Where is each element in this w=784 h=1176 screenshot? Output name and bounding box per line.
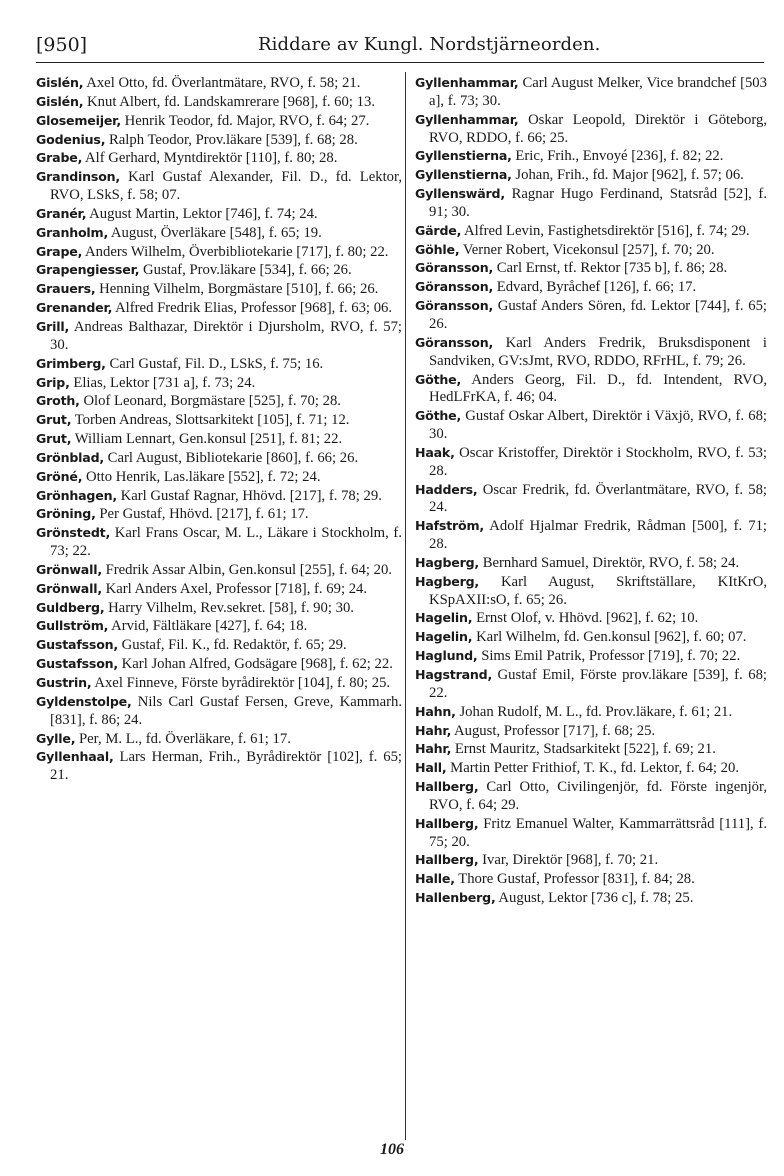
entry-surname: Grip, <box>36 374 70 390</box>
register-entry <box>36 599 402 618</box>
entry-details: August, Lektor [736 c], f. 78; 25. <box>495 890 694 907</box>
entry-details: Carl Gustaf, Fil. D., LSkS, f. 75; 16. <box>105 355 324 372</box>
entry-details: Per Gustaf, Hhövd. [217], f. 61; 17. <box>95 506 309 523</box>
entry-details: Karl Anders Axel, Professor [718], f. 69; 24. <box>101 580 368 597</box>
register-entry <box>36 374 402 393</box>
entry-surname: Grill, <box>36 318 70 334</box>
register-entry <box>415 444 767 481</box>
register-entry <box>36 243 402 262</box>
entry-surname: Gyldenstolpe, <box>36 693 132 709</box>
register-entry <box>415 647 767 666</box>
register-entry <box>415 259 767 278</box>
register-entry <box>415 481 767 518</box>
entry-surname: Göransson, <box>415 279 494 295</box>
register-entry <box>36 205 402 224</box>
register-entry <box>36 318 402 355</box>
register-entry <box>415 297 767 334</box>
left-column <box>36 74 402 785</box>
entry-details: Arvid, Fältläkare [427], f. 64; 18. <box>108 618 308 635</box>
register-entry <box>36 730 402 749</box>
register-entry <box>415 407 767 444</box>
entry-surname: Hallberg, <box>415 779 479 795</box>
entry-surname: Haak, <box>415 444 455 460</box>
entry-details: Oskar Leopold, Direktör i Göteborg, RVO, RDDO, f. 66; 25. <box>429 111 767 146</box>
entry-surname: Göthe, <box>415 371 462 387</box>
entry-details: Otto Henrik, Las.läkare [552], f. 72; 24. <box>82 468 321 485</box>
register-entry <box>36 487 402 506</box>
entry-surname: Hafström, <box>415 518 485 534</box>
register-entry <box>415 628 767 647</box>
entry-surname: Guldberg, <box>36 599 105 615</box>
entry-surname: Haglund, <box>415 648 478 664</box>
entry-details: Gustaf Emil, Förste prov.läkare [539], f. 68; 22. <box>429 667 767 701</box>
register-entry <box>415 870 767 889</box>
register-entry <box>36 636 402 655</box>
entry-details: Edvard, Byråchef [126], f. 66; 17. <box>493 279 697 296</box>
register-entry <box>415 778 767 815</box>
entry-surname: Grönstedt, <box>36 525 111 541</box>
entry-surname: Gröning, <box>36 506 96 522</box>
entry-surname: Grabe, <box>36 150 83 166</box>
entry-details: Gustaf, Prov.läkare [534], f. 66; 26. <box>139 262 352 279</box>
entry-details: Oscar Fredrik, fd. Överlantmätare, RVO, f. 58; 24. <box>429 481 767 516</box>
entry-details: August, Överläkare [548], f. 65; 19. <box>108 224 322 241</box>
entry-surname: Hallberg, <box>415 852 479 868</box>
register-entry <box>36 505 402 524</box>
entry-surname: Gyllenstierna, <box>415 148 512 164</box>
entry-details: Karl Johan Alfred, Godsägare [968], f. 62; 22. <box>118 656 393 673</box>
entry-surname: Gyllenhammar, <box>415 75 519 90</box>
register-entry <box>415 222 767 241</box>
entry-details: Adolf Hjalmar Fredrik, Rådman [500], f. 71; 28. <box>429 518 767 553</box>
register-entry <box>415 554 767 573</box>
register-entry <box>36 280 402 299</box>
register-entry <box>36 674 402 693</box>
entry-details: Carl August, Bibliotekarie [860], f. 66; 26. <box>104 449 359 466</box>
entry-surname: Hagelin, <box>415 610 473 626</box>
register-entry <box>415 371 767 408</box>
entry-details: Fredrik Assar Albin, Gen.konsul [255], f. 64; 20. <box>101 561 392 578</box>
entry-details: Alfred Fredrik Elias, Professor [968], f. 63; 06. <box>112 300 393 317</box>
register-entry <box>36 93 402 112</box>
register-entry <box>415 666 767 703</box>
entry-details: Harry Vilhelm, Rev.sekret. [58], f. 90; 30. <box>104 599 354 616</box>
right-column <box>415 74 767 908</box>
entry-surname: Grut, <box>36 431 72 447</box>
entry-surname: Hagstrand, <box>415 667 493 682</box>
entry-surname: Hallenberg, <box>415 890 496 906</box>
header-title: Riddare av Kungl. Nordstjärneorden. <box>258 34 601 55</box>
entry-surname: Grönhagen, <box>36 487 117 503</box>
entry-surname: Groth, <box>36 393 80 409</box>
register-entry <box>36 655 402 674</box>
entry-surname: Hahn, <box>415 703 456 719</box>
register-entry <box>36 224 402 243</box>
register-entry <box>415 241 767 260</box>
register-entry <box>36 524 402 561</box>
register-entry <box>36 468 402 487</box>
register-entry <box>36 74 402 93</box>
entry-surname: Godenius, <box>36 131 106 147</box>
register-entry <box>36 430 402 449</box>
entry-surname: Göhle, <box>415 241 460 257</box>
entry-surname: Göransson, <box>415 298 494 314</box>
entry-surname: Gyllenhaal, <box>36 749 114 765</box>
entry-details: Elias, Lektor [731 a], f. 73; 24. <box>69 374 256 391</box>
entry-details: Thore Gustaf, Professor [831], f. 84; 28. <box>454 871 695 888</box>
register-entry <box>36 149 402 168</box>
entry-details: Ernst Mauritz, Stadsarkitekt [522], f. 69; 21. <box>451 741 716 758</box>
register-entry <box>415 889 767 908</box>
entry-details: Carl Otto, Civilingenjör, fd. Förste ingenjör, RVO, f. 64; 29. <box>429 779 767 813</box>
entry-details: Karl Gustaf Alexander, Fil. D., fd. Lektor, RVO, LSkS, f. 58; 07. <box>50 169 402 204</box>
entry-surname: Granér, <box>36 205 87 221</box>
entry-details: Fritz Emanuel Walter, Kammarrättsråd [111], f. 75; 20. <box>429 815 767 850</box>
register-entry <box>36 580 402 599</box>
entry-details: Eric, Frih., Envoyé [236], f. 82; 22. <box>511 148 724 165</box>
register-entry <box>415 573 767 610</box>
entry-details: Henning Vilhelm, Borgmästare [510], f. 66; 26. <box>95 281 379 298</box>
register-entry <box>36 112 402 131</box>
register-entry <box>36 392 402 411</box>
entry-details: Oscar Kristoffer, Direktör i Stockholm, RVO, f. 53; 28. <box>429 444 767 479</box>
entry-surname: Grape, <box>36 243 83 259</box>
register-entry <box>415 278 767 297</box>
entry-details: Carl August Melker, Vice brandchef [503 a], f. 73; 30. <box>429 75 767 109</box>
register-entry <box>415 851 767 870</box>
entry-surname: Grimberg, <box>36 355 106 371</box>
register-entry <box>415 703 767 722</box>
register-entry <box>415 815 767 852</box>
entry-surname: Grandinson, <box>36 169 121 185</box>
register-entry <box>415 166 767 185</box>
entry-details: Anders Wilhelm, Överbibliotekarie [717], f. 80; 22. <box>82 243 389 260</box>
entry-details: Ernst Olof, v. Hhövd. [962], f. 62; 10. <box>472 610 699 627</box>
entry-details: Karl Wilhelm, fd. Gen.konsul [962], f. 60; 07. <box>472 629 747 646</box>
entry-details: Bernhard Samuel, Direktör, RVO, f. 58; 24. <box>479 554 740 571</box>
entry-surname: Hahr, <box>415 741 452 757</box>
entry-surname: Göransson, <box>415 260 494 276</box>
register-entry <box>415 722 767 741</box>
entry-surname: Hallberg, <box>415 815 479 831</box>
entry-details: Ivar, Direktör [968], f. 70; 21. <box>478 852 659 869</box>
entry-details: August, Professor [717], f. 68; 25. <box>451 722 656 739</box>
entry-details: Karl Anders Fredrik, Bruksdisponent i Sandviken, GV:sJmt, RVO, RDDO, RFrHL, f. 79; 26. <box>429 334 767 369</box>
entry-surname: Grönblad, <box>36 449 104 465</box>
entry-details: Ragnar Hugo Ferdinand, Statsråd [52], f. 91; 30. <box>429 186 767 220</box>
entry-surname: Hagelin, <box>415 629 473 645</box>
entry-details: Axel Finneve, Förste byrådirektör [104], f. 80; 25. <box>91 675 391 691</box>
entry-details: Carl Ernst, tf. Rektor [735 b], f. 86; 28. <box>493 260 728 277</box>
entry-surname: Hagberg, <box>415 554 480 570</box>
register-entry <box>36 693 402 730</box>
entry-details: Ralph Teodor, Prov.läkare [539], f. 68; 28. <box>105 131 358 148</box>
register-entry <box>36 748 402 785</box>
register-entry <box>36 561 402 580</box>
entry-details: Anders Georg, Fil. D., fd. Intendent, RVO, HedLFrKA, f. 46; 04. <box>429 371 767 406</box>
entry-details: Torben Andreas, Slottsarkitekt [105], f. 71; 12. <box>71 412 350 429</box>
entry-surname: Gustrin, <box>36 675 92 690</box>
entry-surname: Hadders, <box>415 481 478 497</box>
entry-surname: Glosemeijer, <box>36 112 121 128</box>
entry-details: Karl Frans Oscar, M. L., Läkare i Stockholm, f. 73; 22. <box>50 525 402 560</box>
entry-surname: Gylle, <box>36 730 76 746</box>
register-entry <box>415 609 767 628</box>
page-header <box>36 34 764 63</box>
entry-details: Martin Petter Frithiof, T. K., fd. Lektor, f. 64; 20. <box>446 760 740 777</box>
entry-details: Lars Herman, Frih., Byrådirektör [102], f. 65; 21. <box>50 749 402 784</box>
entry-details: Karl August, Skriftställare, KItKrO, KSpAXII:sO, f. 65; 26. <box>429 573 767 608</box>
footer-page-number: 106 <box>380 1141 404 1158</box>
entry-details: Verner Robert, Vicekonsul [257], f. 70; 20. <box>459 241 715 258</box>
entry-details: Nils Carl Gustaf Fersen, Greve, Kammarh. [831], f. 86; 24. <box>50 693 402 728</box>
entry-details: Gustaf Oskar Albert, Direktör i Växjö, RVO, f. 68; 30. <box>429 408 767 443</box>
entry-details: Henrik Teodor, fd. Major, RVO, f. 64; 27. <box>120 112 370 129</box>
register-entry <box>415 759 767 778</box>
entry-details: Axel Otto, fd. Överlantmätare, RVO, f. 58; 21. <box>83 75 361 91</box>
entry-surname: Gustafsson, <box>36 656 118 672</box>
register-entry <box>415 740 767 759</box>
entry-details: Knut Albert, fd. Landskamrerare [968], f. 60; 13. <box>83 93 375 110</box>
register-entry <box>36 261 402 280</box>
entry-details: Gustaf, Fil. K., fd. Redaktör, f. 65; 29. <box>118 637 347 654</box>
entry-details: Johan, Frih., fd. Major [962], f. 57; 06. <box>511 167 744 184</box>
register-entry <box>36 131 402 150</box>
register-entry <box>36 617 402 636</box>
entry-details: Alf Gerhard, Myntdirektör [110], f. 80; 28. <box>82 150 338 167</box>
entry-details: August Martin, Lektor [746], f. 74; 24. <box>86 205 318 222</box>
entry-surname: Gröné, <box>36 468 83 484</box>
register-entry <box>36 355 402 374</box>
entry-details: Olof Leonard, Borgmästare [525], f. 70; 28. <box>79 393 341 410</box>
entry-surname: Grönwall, <box>36 580 102 596</box>
entry-surname: Gyllenstierna, <box>415 167 512 183</box>
register-entry <box>415 185 767 222</box>
entry-surname: Hall, <box>415 760 447 776</box>
register-entry <box>36 299 402 318</box>
entry-details: Andreas Balthazar, Direktör i Djursholm, RVO, f. 57; 30. <box>50 318 402 353</box>
entry-surname: Granholm, <box>36 224 109 240</box>
register-entry <box>36 168 402 205</box>
entry-details: Gustaf Anders Sören, fd. Lektor [744], f. 65; 26. <box>429 298 767 332</box>
entry-surname: Gislén, <box>36 75 84 90</box>
entry-details: Johan Rudolf, M. L., fd. Prov.läkare, f. 61; 21. <box>455 703 733 720</box>
entry-surname: Hagberg, <box>415 573 480 589</box>
entry-surname: Grenander, <box>36 300 113 316</box>
entry-surname: Göthe, <box>415 408 462 424</box>
column-divider <box>405 72 406 1140</box>
register-entry <box>415 111 767 148</box>
entry-details: Karl Gustaf Ragnar, Hhövd. [217], f. 78; 29. <box>116 487 382 504</box>
register-entry <box>36 449 402 468</box>
entry-surname: Göransson, <box>415 334 494 350</box>
entry-surname: Gullström, <box>36 618 109 634</box>
entry-surname: Grapengiesser, <box>36 262 140 278</box>
entry-surname: Grut, <box>36 412 72 428</box>
entry-details: Sims Emil Patrik, Professor [719], f. 70; 22. <box>477 648 741 665</box>
entry-details: William Lennart, Gen.konsul [251], f. 81; 22. <box>71 431 343 448</box>
register-entry <box>36 411 402 430</box>
entry-details: Per, M. L., fd. Överläkare, f. 61; 17. <box>75 730 291 747</box>
entry-surname: Gustafsson, <box>36 637 118 653</box>
register-entry <box>415 147 767 166</box>
register-entry <box>415 334 767 371</box>
entry-surname: Gislén, <box>36 93 84 109</box>
entry-surname: Gärde, <box>415 222 462 238</box>
entry-surname: Halle, <box>415 871 455 887</box>
entry-surname: Grönwall, <box>36 561 102 577</box>
entry-surname: Gyllenhammar, <box>415 111 519 127</box>
register-entry <box>415 74 767 111</box>
entry-surname: Gyllenswärd, <box>415 186 505 202</box>
register-entry <box>415 517 767 554</box>
header-page-number: [950] <box>36 34 88 56</box>
entry-surname: Hahr, <box>415 722 452 738</box>
entry-surname: Grauers, <box>36 281 96 297</box>
entry-details: Alfred Levin, Fastighetsdirektör [516], f. 74; 29. <box>461 222 750 239</box>
